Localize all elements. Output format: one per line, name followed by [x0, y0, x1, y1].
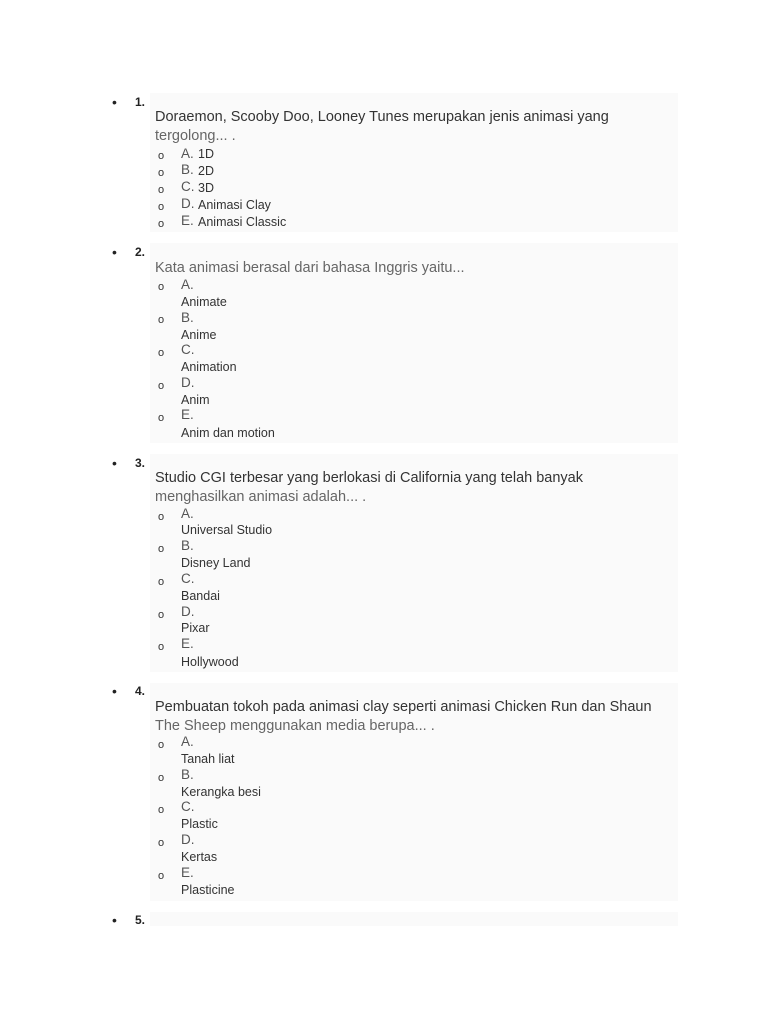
option-letter: E. — [181, 407, 194, 422]
question-number: 3. — [135, 456, 146, 470]
option-letter: E. — [181, 213, 194, 228]
option-letter: C. — [181, 571, 195, 586]
option-letter: C. — [181, 342, 195, 357]
question-text-line1: Kata animasi berasal dari bahasa Inggris yaitu... — [155, 260, 465, 276]
option-bullet: o — [158, 150, 165, 162]
option-letter: A. — [181, 277, 194, 292]
option-letter: A. — [181, 734, 194, 749]
option-letter: D. — [181, 375, 195, 390]
option-bullet: o — [158, 184, 165, 196]
option-letter: B. — [181, 767, 194, 782]
option-letter: B. — [181, 538, 194, 553]
option-letter: A. — [181, 506, 194, 521]
option-bullet: o — [158, 314, 165, 326]
option-text: Anime — [181, 328, 217, 342]
option-letter: D. — [181, 604, 195, 619]
option-text: Pixar — [181, 621, 210, 635]
option-text: Kertas — [181, 850, 218, 864]
option-bullet: o — [158, 837, 165, 849]
option-text: Universal Studio — [181, 523, 273, 537]
option-text: Tanah liat — [181, 752, 235, 766]
option-bullet: o — [158, 543, 165, 555]
option-bullet: o — [158, 281, 165, 293]
option-bullet: o — [158, 772, 165, 784]
list-bullet: • — [112, 683, 117, 699]
option-bullet: o — [158, 380, 165, 392]
option-letter: D. — [181, 832, 195, 847]
option-bullet: o — [158, 218, 165, 230]
option-text: Plastic — [181, 817, 218, 831]
question-background — [150, 912, 678, 926]
list-bullet: • — [112, 244, 117, 260]
option-bullet: o — [158, 739, 165, 751]
option-letter: B. — [181, 310, 194, 325]
option-bullet: o — [158, 347, 165, 359]
option-text: Anim dan motion — [181, 426, 275, 440]
option-bullet: o — [158, 201, 165, 213]
question-text — [155, 469, 680, 507]
question-number: 5. — [135, 913, 146, 927]
option-text: Animation — [181, 360, 237, 374]
option-bullet: o — [158, 511, 165, 523]
question-text — [155, 108, 680, 146]
option-bullet: o — [158, 167, 165, 179]
option-text: Disney Land — [181, 556, 251, 570]
option-text: 2D — [198, 164, 214, 178]
option-bullet: o — [158, 870, 165, 882]
option-text: Animate — [181, 295, 227, 309]
option-text: 1D — [198, 147, 214, 161]
option-text: Animasi Clay — [198, 198, 271, 212]
question-text — [155, 259, 680, 278]
option-bullet: o — [158, 609, 165, 621]
option-text: Anim — [181, 393, 210, 407]
question-text-line2: The Sheep menggunakan media berupa... . — [155, 718, 435, 734]
option-letter: E. — [181, 636, 194, 651]
option-text: Animasi Classic — [198, 215, 287, 229]
question-text-line2: tergolong... . — [155, 128, 236, 144]
option-letter: C. — [181, 799, 195, 814]
option-bullet: o — [158, 412, 165, 424]
option-letter: D. — [181, 196, 195, 211]
question-text-line1: Doraemon, Scooby Doo, Looney Tunes merupakan jenis animasi yang — [155, 109, 609, 125]
option-text: Hollywood — [181, 655, 239, 669]
question-text — [155, 698, 685, 736]
option-text: Bandai — [181, 589, 220, 603]
list-bullet: • — [112, 912, 117, 928]
option-bullet: o — [158, 641, 165, 653]
option-bullet: o — [158, 804, 165, 816]
list-bullet: • — [112, 455, 117, 471]
option-letter: B. — [181, 162, 194, 177]
question-number: 4. — [135, 684, 146, 698]
question-text-line1: Studio CGI terbesar yang berlokasi di California yang telah banyak — [155, 470, 583, 486]
option-letter: E. — [181, 865, 194, 880]
option-text: Kerangka besi — [181, 785, 261, 799]
option-letter: C. — [181, 179, 195, 194]
question-number: 1. — [135, 95, 146, 109]
question-text-line1: Pembuatan tokoh pada animasi clay seperti animasi Chicken Run dan Shaun — [155, 699, 652, 715]
list-bullet: • — [112, 94, 117, 110]
option-text: Plasticine — [181, 883, 235, 897]
option-bullet: o — [158, 576, 165, 588]
option-letter: A. — [181, 146, 194, 161]
question-text-line2: menghasilkan animasi adalah... . — [155, 489, 367, 505]
question-number: 2. — [135, 245, 146, 259]
option-text: 3D — [198, 181, 214, 195]
